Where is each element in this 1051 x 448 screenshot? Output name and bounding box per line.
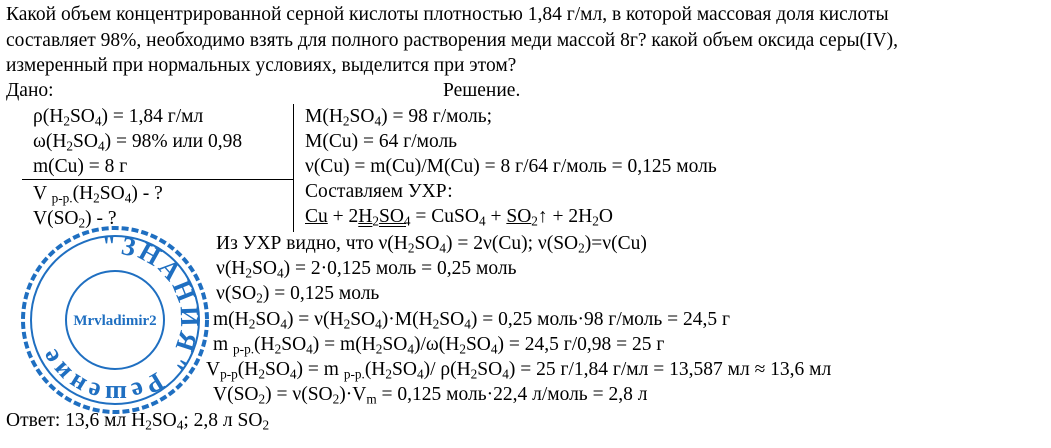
stamp-seal [20,225,210,415]
calc-moles-acid: $\nu(H_2SO_4) = 2\cdot 0,125$ моль = 0,25 моль [216,258,517,281]
given-divider-horizontal [22,179,294,180]
problem-line-2: составляет 98%, необходимо взять для полного растворения меди массой 8г? какой объем оксида серы(IV), [6,30,898,51]
problem-line-1: Какой объем концентрированной серной кислоты плотностью 1,84 г/мл, в которой массовая доля кислоты [6,4,889,25]
solution-moles-cu: ν(Cu) = m(Cu)/M(Cu) = 8 г/64 г/моль = 0,125 моль [305,156,717,177]
calc-mass-solution: m $_{р-р.}(H_2SO_4) = m(H_2SO_4)/\omega(H_2SO_4) = 24,5$ г/0,98 = 25 г [213,334,665,357]
calc-mass-acid: $m(H_2SO_4) = \nu(H_2SO_4)\cdot M(H_2SO_4) = 0,25$ моль·98 г/моль = 24,5 г [213,309,731,332]
solution-equation-label: Составляем УХР: [305,181,453,202]
given-divider-vertical [293,104,294,232]
reaction-equation: $Cu + 2H_2SO_4$ = CuSO$_4$ + $SO_2↑ + 2H_2O$ [305,206,613,229]
calc-moles-so2: $\nu(SO_2) = 0,125$ моль [216,283,380,306]
given-copper-mass: m(Cu) = 8 г [33,156,128,177]
stamp-ring-text: "ЗНАНИЯ" Решение [33,230,205,410]
find-so2-volume: $V(SO_2)$ - ? [33,208,117,231]
calc-volume-so2: $V(SO_2) = \nu(SO_2)\cdot V_m = 0,125$ моль·22,4 л/моль = 2,8 л [213,384,648,407]
given-density: $\rho(H_2SO_4) = 1,84$ г/мл [33,106,204,129]
given-header: Дано: [6,80,54,101]
calc-ratio: Из УХР видно, что $\nu(H_2SO_4) = 2\nu(Cu)$; $\nu(SO_2)=\nu(Cu)$ [216,233,647,256]
solution-molar-mass-cu: M(Cu) = 64 г/моль [305,131,458,152]
find-acid-volume: V $_{р-р.}(H_2SO_4)$ - ? [33,183,163,206]
given-mass-fraction: $\omega(H_2SO_4) = 98\%$ или 0,98 [33,131,243,154]
problem-line-3: измеренный при нормальных условиях, выделится при этом? [6,55,517,76]
solution-header: Решение. [443,80,521,101]
calc-volume-solution: $V_{р-р}(H_2SO_4) = m$ $_{р-р.}(H_2SO_4)/$ $\rho(H_2SO_4) = 25$ г/1,84 г/мл = 13,587 мл ≈ 13,6 мл [206,359,832,382]
solution-molar-mass-acid: $M(H_2SO_4) = 98$ г/моль; [305,106,493,129]
answer-line: Ответ: 13,6 мл $H_2SO_4$; 2,8 л $SO_2$ [6,410,270,433]
stamp-center-text: Mrvladimir2 [73,313,157,329]
